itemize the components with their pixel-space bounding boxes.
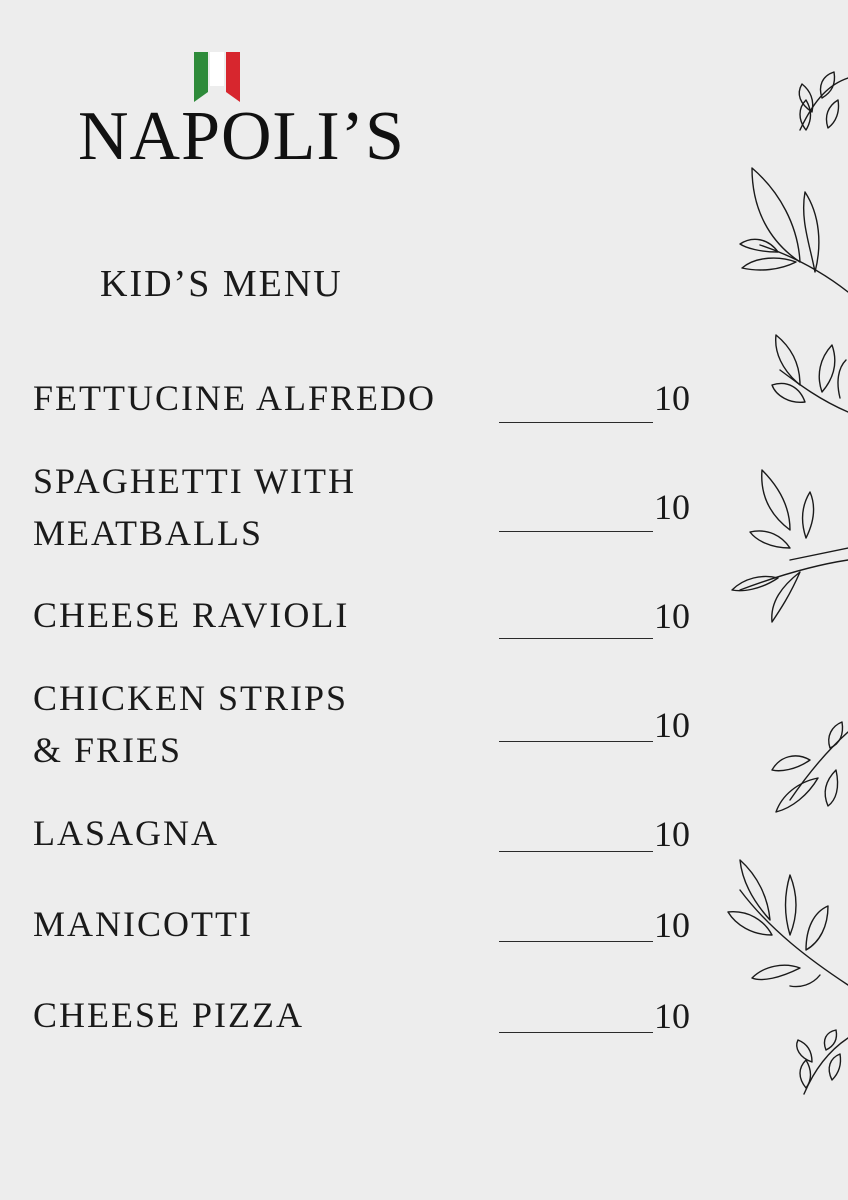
restaurant-name: NAPOLI’S [78,98,405,175]
menu-item-name: CHEESE RAVIOLI [33,595,350,635]
italian-flag-ribbon-icon [194,52,242,102]
menu-item-name: CHEESE PIZZA [33,995,304,1035]
menu-item-price: 10 [654,996,690,1036]
menu-item-price: 10 [654,378,690,418]
leaf-branch-icon [718,0,848,1200]
restaurant-logo [78,52,408,175]
menu-item-price: 10 [654,487,690,527]
price-leader-line [499,851,653,852]
menu-item-name: SPAGHETTI WITH MEATBALLS [33,461,356,553]
menu-item-price: 10 [654,705,690,745]
price-leader-line [499,638,653,639]
price-leader-line [499,741,653,742]
menu-item-price: 10 [654,814,690,854]
menu-item-name: MANICOTTI [33,904,253,944]
menu-title: KID’S MENU [100,263,343,305]
menu-item-name: CHICKEN STRIPS & FRIES [33,678,349,770]
price-leader-line [499,531,653,532]
price-leader-line [499,941,653,942]
menu-item-name: LASAGNA [33,813,220,853]
price-leader-line [499,422,653,423]
menu-item-price: 10 [654,905,690,945]
price-leader-line [499,1032,653,1033]
menu-item-name: FETTUCINE ALFREDO [33,378,436,418]
menu-item-price: 10 [654,596,690,636]
